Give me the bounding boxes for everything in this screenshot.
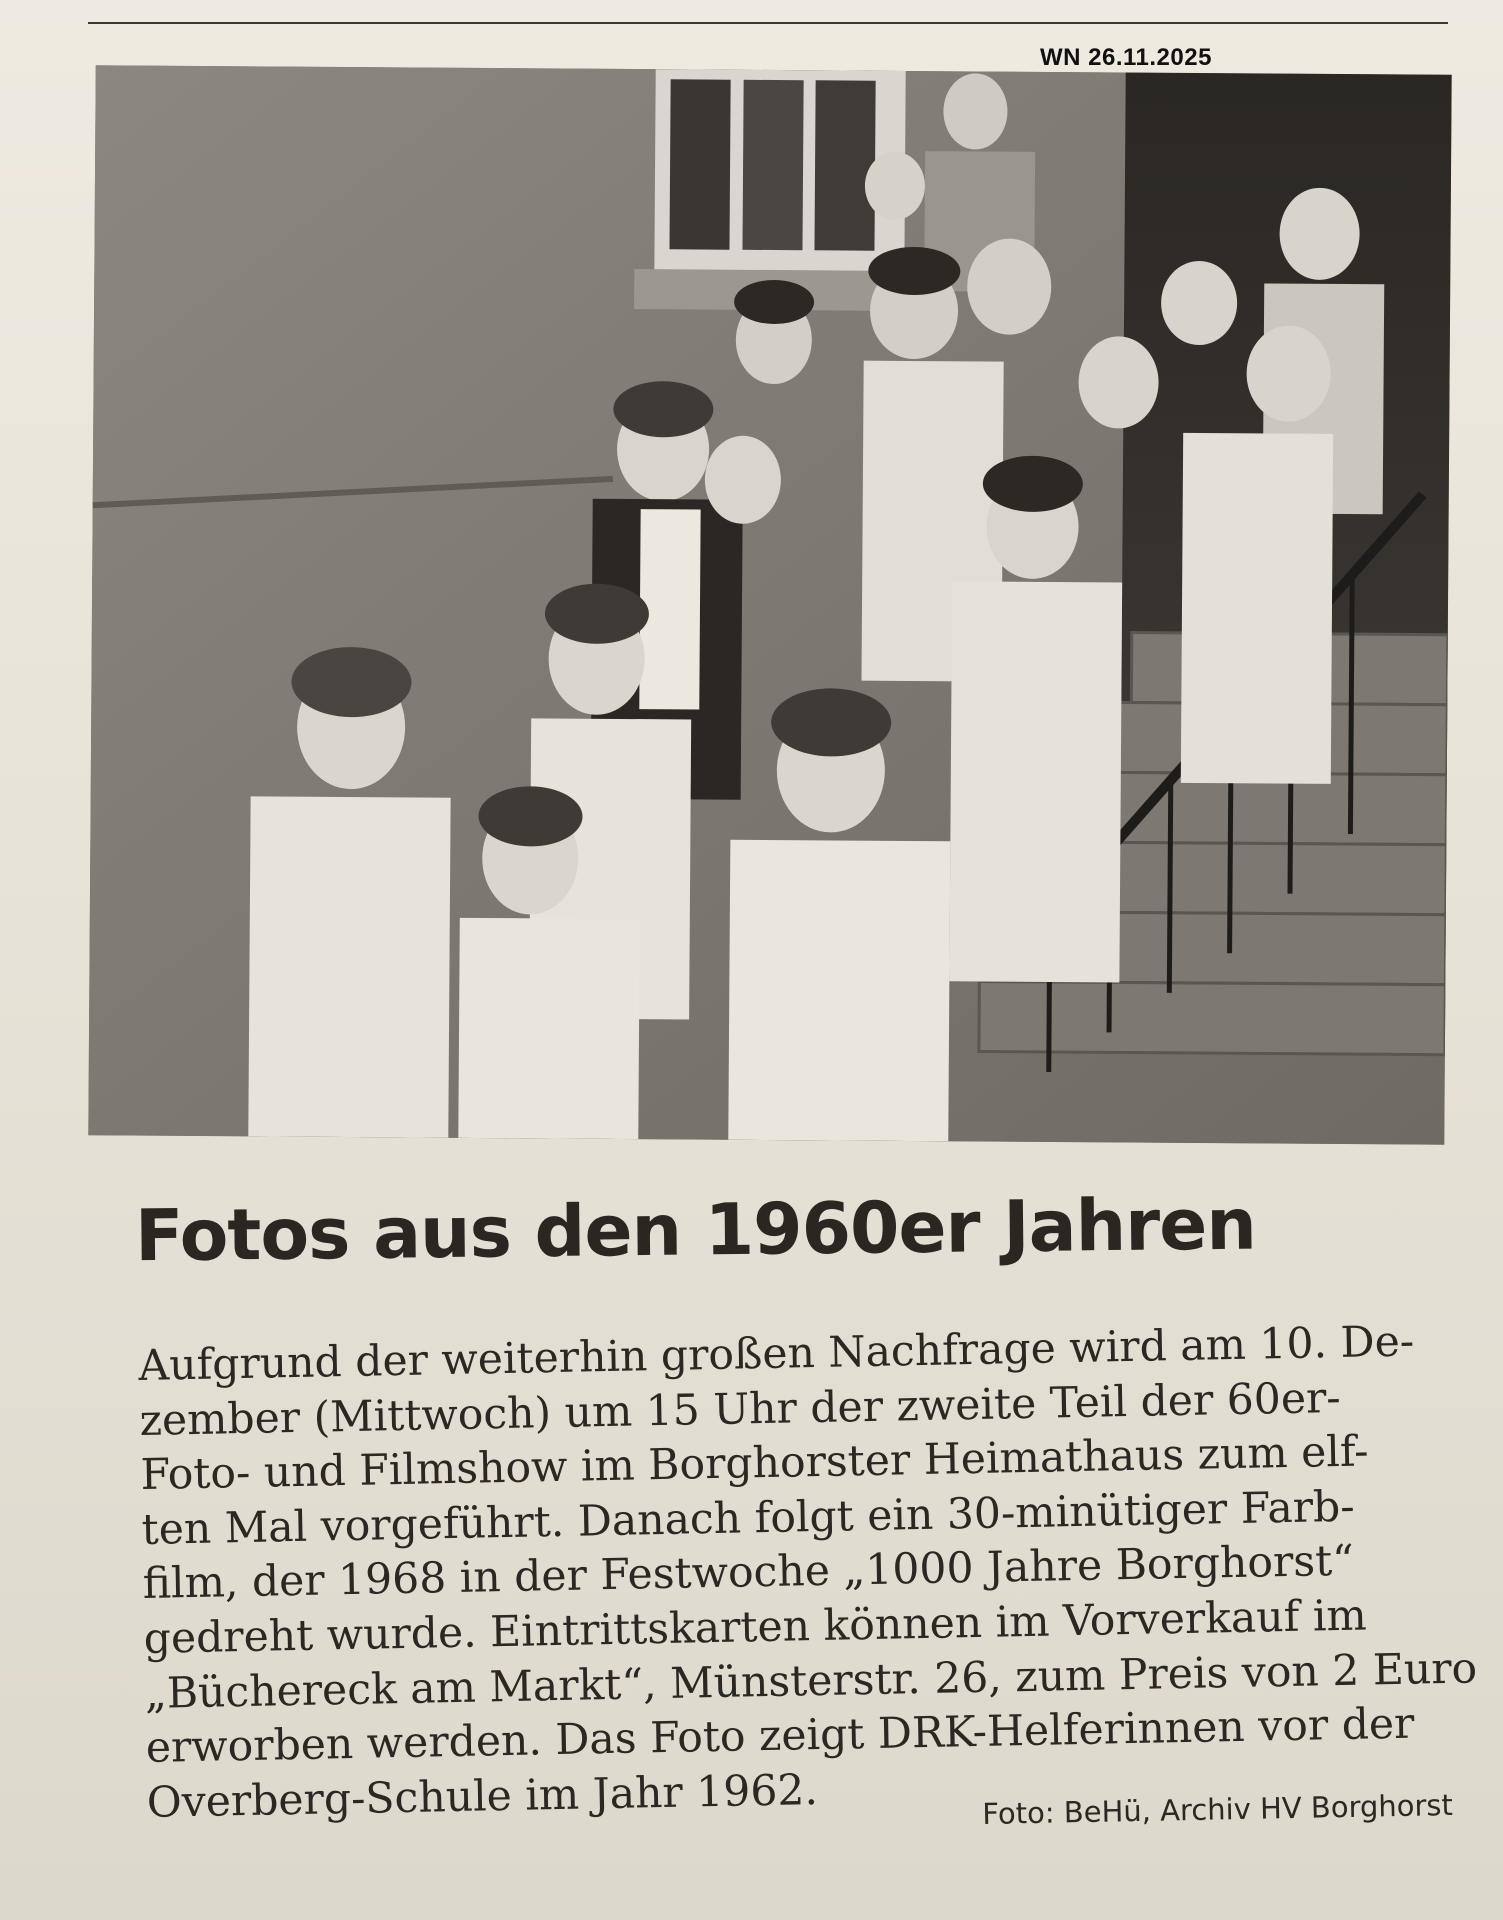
article-line: gedreht wurde. Eintrittskarten können im Vorverkauf im (143, 1591, 1368, 1664)
group-photo-illustration (88, 65, 1451, 1144)
article-line: „Büchereck am Markt“, Münsterstr. 26, zum Preis von 2 Euro (144, 1644, 1478, 1719)
article-line: film, der 1968 in der Festwoche „1000 Jahre Borghorst“ (142, 1537, 1355, 1610)
headline: Fotos aus den 1960er Jahren (134, 1182, 1257, 1278)
article-line: ten Mal vorgeführt. Danach folgt ein 30-minütiger Farb- (141, 1482, 1356, 1555)
article-line: erworben werden. Das Foto zeigt DRK-Helferinnen vor der (145, 1699, 1415, 1774)
article-body (138, 1314, 1477, 1831)
article-line: Foto- und Filmshow im Borghorster Heimathaus zum elf- (140, 1427, 1369, 1501)
date-stamp: WN 26.11.2025 (1040, 44, 1212, 71)
photo-credit: Foto: BeHü, Archiv HV Borghorst (982, 1787, 1454, 1831)
article-line: zember (Mittwoch) um 15 Uhr der zweite Teil der 60er- (139, 1373, 1342, 1446)
article-line: Aufgrund der weiterhin großen Nachfrage wird am 10. De- (138, 1317, 1415, 1391)
top-rule (88, 22, 1448, 24)
article-line: Overberg-Schule im Jahr 1962. (146, 1765, 819, 1828)
archive-photo (88, 65, 1451, 1144)
